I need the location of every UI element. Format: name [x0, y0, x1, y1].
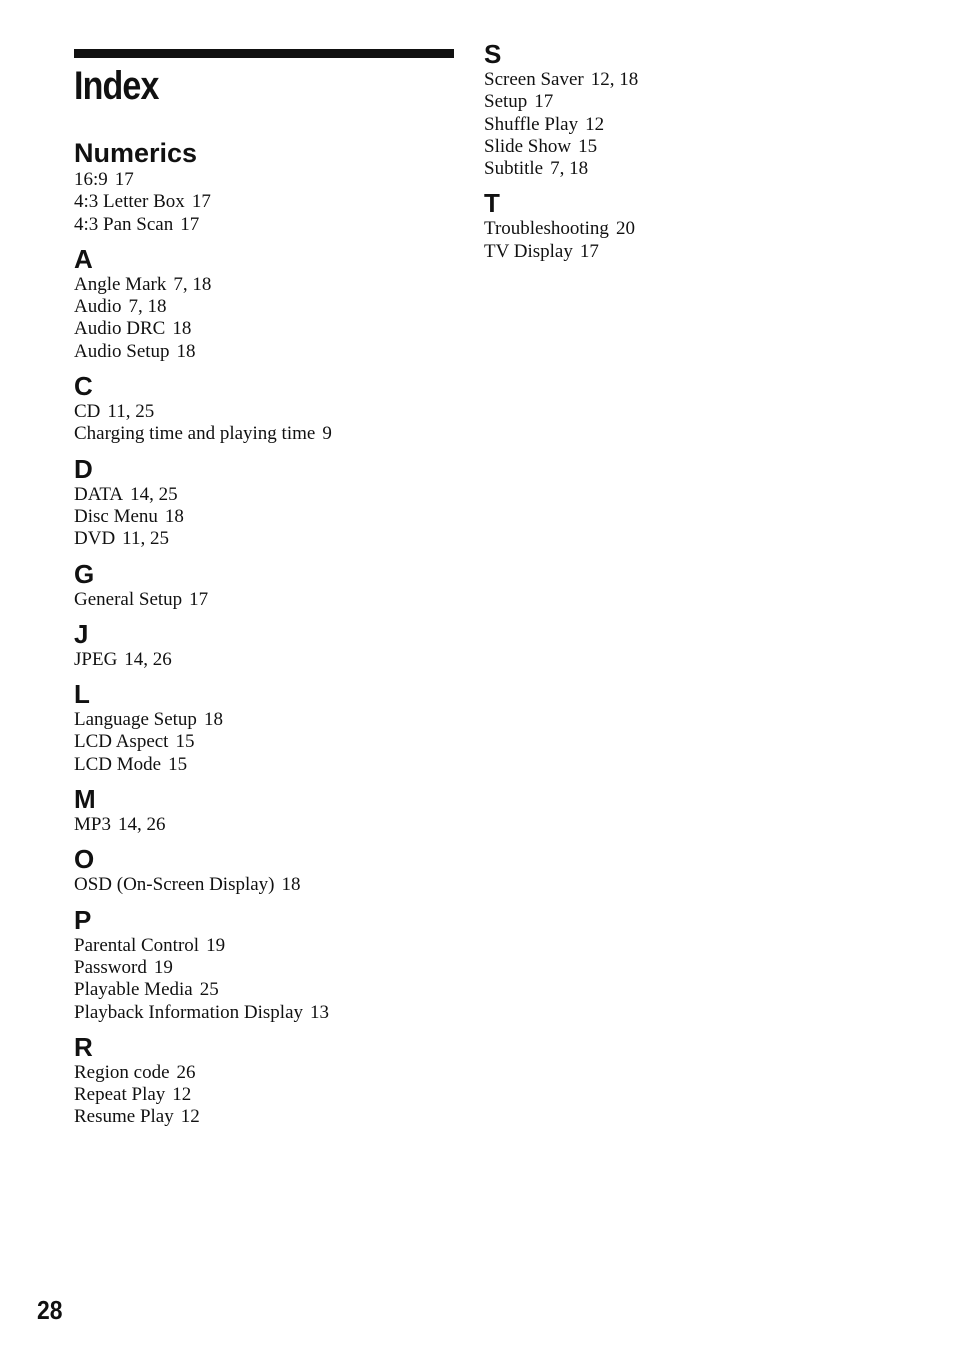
index-section — [74, 905, 454, 1024]
index-term: Playable Media — [74, 979, 193, 1001]
index-page-refs: 18 — [164, 505, 184, 527]
index-page-refs: 14, 25 — [130, 483, 178, 505]
index-term: 16:9 — [74, 169, 108, 190]
section-heading: J — [74, 618, 89, 649]
index-entry — [74, 484, 454, 506]
index-section — [74, 784, 454, 836]
section-heading: T — [484, 188, 500, 219]
section-heading: L — [74, 679, 90, 710]
index-term: Disc Menu — [74, 505, 158, 527]
index-term: JPEG — [74, 648, 118, 670]
index-section — [74, 619, 454, 671]
index-page-refs: 14, 26 — [124, 648, 172, 670]
index-section — [74, 137, 454, 236]
index-term: Charging time and playing time — [74, 423, 316, 445]
index-entry — [74, 1106, 454, 1128]
index-page-refs: 18 — [281, 874, 301, 896]
index-term: LCD Aspect — [74, 731, 169, 753]
index-section — [74, 454, 454, 551]
index-term: Troubleshooting — [484, 218, 609, 240]
index-term: Audio Setup — [74, 340, 170, 362]
index-page-refs: 17 — [579, 240, 599, 262]
index-term: Parental Control — [74, 934, 200, 956]
index-term: DVD — [74, 528, 116, 550]
index-term: Resume Play — [74, 1106, 174, 1128]
index-term: Slide Show — [484, 135, 572, 157]
index-page-refs: 13 — [310, 1001, 330, 1023]
index-term: LCD Mode — [74, 753, 162, 775]
section-heading: M — [74, 784, 96, 815]
index-entry — [74, 874, 454, 896]
index-entry — [74, 957, 454, 979]
index-page-refs: 18 — [176, 340, 196, 362]
section-heading: O — [74, 844, 95, 875]
index-entry — [74, 274, 454, 296]
index-term: OSD (On-Screen Display) — [74, 874, 275, 896]
index-term: Password — [74, 956, 147, 978]
index-term: DATA — [74, 483, 124, 505]
index-section — [74, 679, 454, 776]
index-entry — [74, 1084, 454, 1106]
index-entry — [484, 114, 864, 136]
index-page-refs: 12 — [585, 113, 605, 135]
index-page-refs: 17 — [180, 213, 200, 235]
index-entry — [74, 169, 454, 191]
index-entry — [74, 589, 454, 611]
index-page-refs: 26 — [176, 1061, 196, 1083]
index-entry — [74, 1002, 454, 1024]
index-entry — [74, 649, 454, 671]
index-entry — [484, 158, 864, 180]
index-entry — [74, 731, 454, 753]
index-term: 4:3 Pan Scan — [74, 213, 174, 235]
index-entry — [74, 1062, 454, 1084]
index-entry — [74, 191, 454, 213]
index-entry — [484, 91, 864, 113]
index-page-refs: 25 — [199, 979, 219, 1001]
index-page-refs: 15 — [578, 135, 598, 157]
index-section — [74, 1032, 454, 1129]
page-number: 28 — [37, 1295, 63, 1325]
index-entry — [74, 214, 454, 236]
index-entry — [74, 979, 454, 1001]
index-page-refs: 7, 18 — [173, 273, 212, 295]
index-section — [74, 244, 454, 363]
index-section — [74, 844, 454, 896]
index-section — [484, 39, 864, 180]
index-entry — [484, 136, 864, 158]
index-entry — [74, 423, 454, 445]
index-page-refs: 7, 18 — [550, 158, 589, 180]
index-entry — [74, 401, 454, 423]
index-page-refs: 18 — [203, 709, 223, 731]
index-entry — [74, 814, 454, 836]
section-heading: S — [484, 39, 502, 69]
page-title: Index — [74, 64, 159, 108]
index-term: Subtitle — [484, 158, 544, 180]
index-term: CD — [74, 401, 101, 423]
index-term: Language Setup — [74, 709, 197, 731]
index-entry — [74, 318, 454, 340]
index-term: General Setup — [74, 588, 183, 610]
index-entry — [484, 218, 864, 240]
index-section — [484, 188, 864, 263]
index-entry — [74, 935, 454, 957]
index-page-refs: 19 — [206, 934, 226, 956]
index-term: TV Display — [484, 240, 573, 262]
index-page-refs: 12 — [180, 1106, 200, 1128]
index-page-refs: 18 — [172, 318, 192, 340]
index-entry — [484, 241, 864, 263]
index-section — [74, 371, 454, 446]
section-heading: C — [74, 371, 93, 402]
index-page-refs: 15 — [168, 753, 188, 775]
index-term: Shuffle Play — [484, 113, 579, 135]
index-entry — [74, 296, 454, 318]
index-term: Angle Mark — [74, 273, 167, 295]
index-term: Audio DRC — [74, 318, 166, 340]
index-page-refs: 20 — [615, 218, 635, 240]
section-heading: A — [74, 243, 93, 274]
section-heading: R — [74, 1031, 93, 1062]
index-term: MP3 — [74, 814, 111, 836]
title-rule — [74, 49, 454, 58]
index-term: Screen Saver — [484, 69, 584, 90]
index-term: Playback Information Display — [74, 1001, 304, 1023]
index-page-refs: 17 — [534, 91, 554, 113]
index-page-refs: 14, 26 — [117, 814, 166, 836]
index-entry — [74, 528, 454, 550]
index-page-refs: 7, 18 — [128, 296, 167, 318]
index-page-refs: 17 — [189, 588, 209, 610]
index-entry — [74, 709, 454, 731]
index-page-refs: 11, 25 — [122, 528, 169, 550]
index-entry — [74, 506, 454, 528]
section-heading: D — [74, 453, 93, 484]
index-entry — [74, 341, 454, 363]
index-term: Region code — [74, 1061, 170, 1083]
section-heading: Numerics — [74, 138, 198, 168]
index-page-refs: 15 — [175, 731, 195, 753]
index-term: Repeat Play — [74, 1084, 166, 1106]
index-entry — [484, 69, 864, 91]
section-heading: G — [74, 558, 95, 589]
index-page-refs: 19 — [153, 956, 173, 978]
index-section — [74, 559, 454, 611]
index-page-refs: 12 — [172, 1084, 192, 1106]
index-column-left — [74, 137, 454, 1129]
index-page-refs: 17 — [114, 169, 134, 190]
index-term: Audio — [74, 296, 122, 318]
index-page-refs: 9 — [322, 423, 332, 445]
section-heading: P — [74, 904, 92, 935]
index-page-refs: 11, 25 — [107, 401, 155, 423]
index-term: 4:3 Letter Box — [74, 191, 185, 213]
index-term: Setup — [484, 91, 528, 113]
index-column-right — [484, 39, 864, 263]
index-entry — [74, 754, 454, 776]
index-page-refs: 17 — [191, 191, 211, 213]
index-page-refs: 12, 18 — [590, 69, 639, 90]
